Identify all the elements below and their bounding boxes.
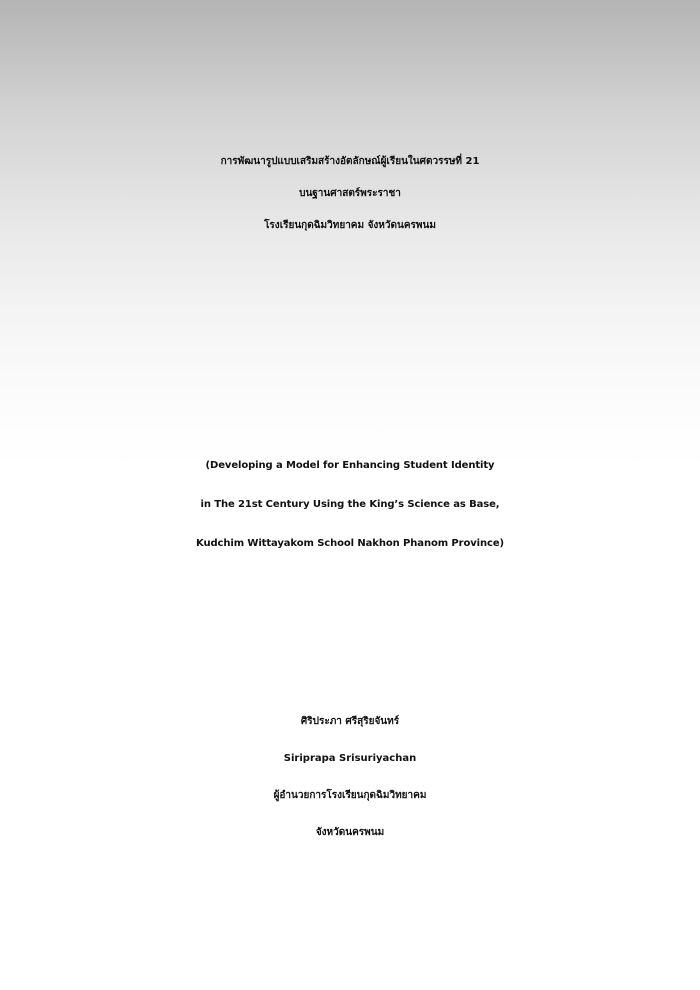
author-name-english: Siriprapa Srisuriyachan — [283, 753, 417, 764]
english-title-line-3: Kudchim Wittayakom School Nakhon Phanom Province) — [195, 538, 505, 549]
english-title-line-1: (Developing a Model for Enhancing Student Identity — [205, 460, 495, 471]
english-title-line-2: in The 21st Century Using the King’s Science as Base, — [200, 499, 500, 510]
thai-title — [0, 146, 700, 242]
thai-title-line-2: บนฐานศาสตร์พระราชา — [299, 188, 401, 199]
english-title — [0, 446, 700, 563]
author-block — [0, 703, 700, 851]
thai-title-line-1: การพัฒนารูปแบบเสริมสร้างอัตลักษณ์ผู้เรียนในศตวรรษที่ 21 — [220, 156, 480, 167]
author-province: จังหวัดนครพนม — [315, 827, 385, 838]
author-position: ผู้อำนวยการโรงเรียนกุดฉิมวิทยาคม — [273, 790, 427, 801]
thai-title-line-3: โรงเรียนกุดฉิมวิทยาคม จังหวัดนครพนม — [264, 220, 436, 231]
author-name-thai: ศิริประภา ศรีสุริยจันทร์ — [300, 716, 400, 727]
